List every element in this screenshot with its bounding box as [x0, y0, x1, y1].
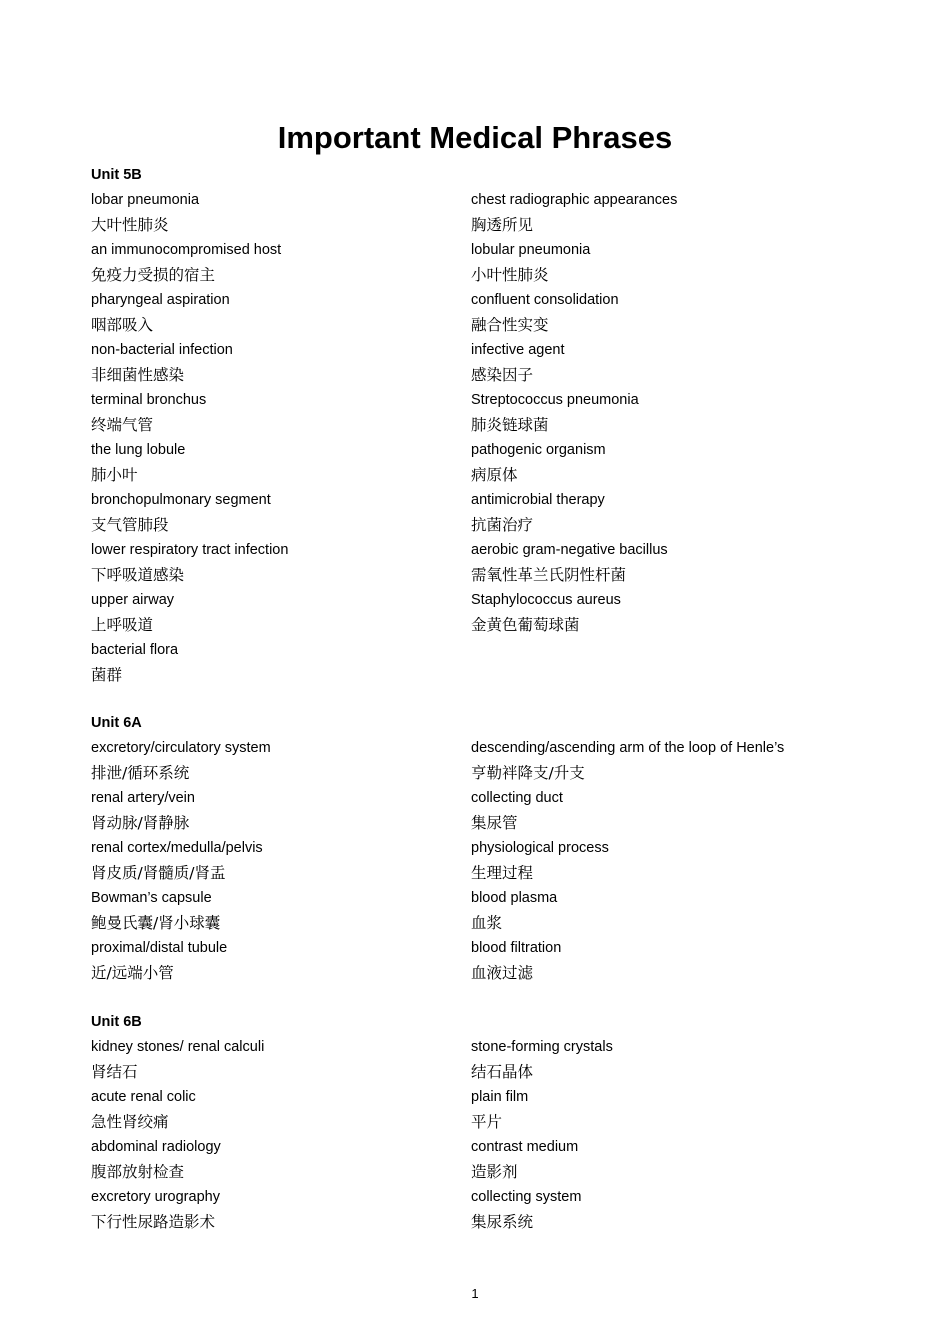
- term-english: abdominal radiology: [91, 1139, 221, 1155]
- term-english: renal artery/vein: [91, 790, 195, 806]
- term-chinese: 下行性尿路造影术: [91, 1213, 216, 1231]
- term-chinese: 病原体: [471, 466, 518, 484]
- term-english: blood plasma: [471, 890, 558, 906]
- term-chinese: 非细菌性感染: [91, 366, 185, 384]
- term-chinese: 咽部吸入: [91, 316, 154, 334]
- term-english: excretory urography: [91, 1189, 220, 1205]
- term-english: stone-forming crystals: [471, 1039, 613, 1055]
- term-chinese: 近/远端小管: [91, 964, 174, 982]
- term-english: descending/ascending arm of the loop of Henle’s: [471, 740, 785, 756]
- term-chinese: 腹部放射检查: [91, 1163, 185, 1181]
- right-column: [471, 188, 851, 688]
- term-chinese: 抗菌治疗: [471, 516, 534, 534]
- term-chinese: 上呼吸道: [91, 616, 154, 634]
- term-english: pharyngeal aspiration: [91, 292, 230, 308]
- term-chinese: 肺炎链球菌: [471, 416, 549, 434]
- term-english: collecting duct: [471, 790, 563, 806]
- term-chinese: 鲍曼氏囊/肾小球囊: [91, 914, 221, 932]
- term-english: lobular pneumonia: [471, 242, 591, 258]
- unit-section: [91, 711, 851, 986]
- term-chinese: 肾动脉/肾静脉: [91, 814, 190, 832]
- term-chinese: 融合性实变: [471, 316, 549, 334]
- term-chinese: 肾结石: [91, 1063, 138, 1081]
- term-english: confluent consolidation: [471, 292, 619, 308]
- term-english: terminal bronchus: [91, 392, 207, 408]
- term-english: lobar pneumonia: [91, 192, 200, 208]
- term-chinese: 血浆: [471, 914, 503, 932]
- term-english: blood filtration: [471, 940, 562, 956]
- left-column: [91, 188, 471, 688]
- unit-heading: Unit 5B: [91, 167, 142, 183]
- page-number: 1: [471, 1286, 479, 1301]
- term-chinese: 支气管肺段: [91, 516, 169, 534]
- term-english: kidney stones/ renal calculi: [91, 1039, 265, 1055]
- unit-section: [91, 163, 851, 688]
- term-english: an immunocompromised host: [91, 242, 282, 258]
- term-chinese: 集尿管: [471, 814, 518, 832]
- term-chinese: 金黄色葡萄球菌: [471, 616, 580, 634]
- unit-section: [91, 1010, 851, 1235]
- term-english: lower respiratory tract infection: [91, 542, 289, 558]
- term-chinese: 肾皮质/肾髓质/肾盂: [91, 864, 226, 882]
- page-title: Important Medical Phrases: [277, 120, 673, 155]
- term-chinese: 集尿系统: [471, 1213, 534, 1231]
- term-chinese: 下呼吸道感染: [91, 566, 185, 584]
- term-english: infective agent: [471, 342, 565, 358]
- term-chinese: 菌群: [91, 666, 123, 684]
- term-chinese: 生理过程: [471, 864, 534, 882]
- term-chinese: 亨勒袢降支/升支: [471, 764, 585, 782]
- term-english: contrast medium: [471, 1139, 579, 1155]
- left-column: [91, 1035, 471, 1235]
- term-chinese: 平片: [471, 1113, 503, 1131]
- left-column: [91, 736, 471, 986]
- right-column: [471, 736, 851, 986]
- term-chinese: 结石晶体: [471, 1063, 534, 1081]
- term-chinese: 造影剂: [471, 1163, 518, 1181]
- term-english: Streptococcus pneumonia: [471, 392, 639, 408]
- term-english: bronchopulmonary segment: [91, 492, 271, 508]
- term-english: acute renal colic: [91, 1089, 196, 1105]
- term-chinese: 终端气管: [91, 416, 154, 434]
- term-english: excretory/circulatory system: [91, 740, 271, 756]
- unit-heading: Unit 6B: [91, 1014, 142, 1030]
- right-column: [471, 1035, 851, 1235]
- term-english: renal cortex/medulla/pelvis: [91, 840, 263, 856]
- term-english: physiological process: [471, 840, 609, 856]
- term-chinese: 肺小叶: [91, 466, 138, 484]
- term-chinese: 大叶性肺炎: [91, 216, 169, 234]
- term-english: Staphylococcus aureus: [471, 592, 621, 608]
- term-english: Bowman’s capsule: [91, 890, 212, 906]
- term-chinese: 免疫力受损的宿主: [91, 266, 216, 284]
- unit-heading: Unit 6A: [91, 715, 142, 731]
- term-english: antimicrobial therapy: [471, 492, 605, 508]
- term-english: chest radiographic appearances: [471, 192, 678, 208]
- term-chinese: 血液过滤: [471, 964, 534, 982]
- term-english: proximal/distal tubule: [91, 940, 228, 956]
- term-english: aerobic gram-negative bacillus: [471, 542, 668, 558]
- term-english: non-bacterial infection: [91, 342, 233, 358]
- term-english: bacterial flora: [91, 642, 179, 658]
- term-chinese: 需氧性革兰氏阴性杆菌: [471, 566, 627, 584]
- term-chinese: 小叶性肺炎: [471, 266, 549, 284]
- term-english: plain film: [471, 1089, 529, 1105]
- term-chinese: 胸透所见: [471, 216, 534, 234]
- term-english: pathogenic organism: [471, 442, 606, 458]
- term-chinese: 感染因子: [471, 366, 534, 384]
- term-english: upper airway: [91, 592, 175, 608]
- term-english: the lung lobule: [91, 442, 186, 458]
- term-chinese: 排泄/循环系统: [91, 764, 190, 782]
- term-chinese: 急性肾绞痛: [91, 1113, 169, 1131]
- term-english: collecting system: [471, 1189, 582, 1205]
